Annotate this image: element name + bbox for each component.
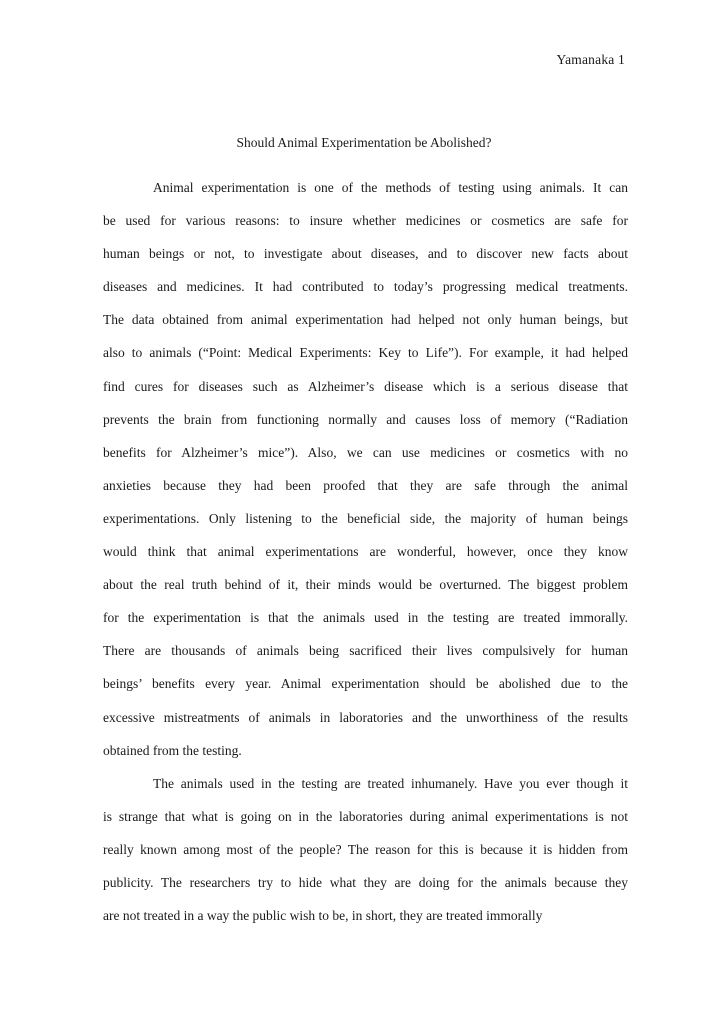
essay-title: Should Animal Experimentation be Abolished? bbox=[236, 135, 492, 150]
paragraph bbox=[103, 178, 628, 774]
text-line: beings’ benefits every year. Animal experimentation should be abolished due to the bbox=[103, 676, 628, 692]
text-line: about the real truth behind of it, their minds would be overturned. The biggest problem bbox=[103, 577, 628, 593]
text-line: There are thousands of animals being sacrificed their lives compulsively for human bbox=[103, 643, 628, 659]
text-line: The animals used in the testing are treated inhumanely. Have you ever though it bbox=[153, 775, 628, 791]
running-header: Yamanaka 1 bbox=[556, 52, 625, 67]
essay-body bbox=[103, 178, 628, 939]
text-line: The data obtained from animal experimentation had helped not only human beings, but bbox=[103, 312, 628, 328]
text-line: really known among most of the people? The reason for this is because it is hidden from bbox=[103, 841, 628, 857]
text-line: anxieties because they had been proofed that they are safe through the animal bbox=[103, 477, 628, 493]
text-line: also to animals (“Point: Medical Experiments: Key to Life”). For example, it had helped bbox=[103, 345, 628, 361]
text-line: would think that animal experimentations are wonderful, however, once they know bbox=[103, 544, 628, 560]
paragraph bbox=[103, 774, 628, 939]
text-line: benefits for Alzheimer’s mice”). Also, we can use medicines or cosmetics with no bbox=[103, 444, 628, 460]
text-line: for the experimentation is that the animals used in the testing are treated immorally. bbox=[103, 610, 628, 626]
text-line: diseases and medicines. It had contributed to today’s progressing medical treatments. bbox=[103, 279, 628, 295]
text-line: be used for various reasons: to insure whether medicines or cosmetics are safe for bbox=[103, 213, 628, 229]
text-line: is strange that what is going on in the laboratories during animal experimentations is not bbox=[103, 808, 628, 824]
text-line: publicity. The researchers try to hide what they are doing for the animals because they bbox=[103, 874, 628, 890]
text-line: human beings or not, to investigate about diseases, and to discover new facts about bbox=[103, 246, 628, 262]
text-line: Animal experimentation is one of the methods of testing using animals. It can bbox=[153, 180, 628, 195]
text-line: prevents the brain from functioning normally and causes loss of memory (“Radiation bbox=[103, 411, 628, 427]
text-line: excessive mistreatments of animals in laboratories and the unworthiness of the results bbox=[103, 709, 628, 725]
text-line: experimentations. Only listening to the beneficial side, the majority of human beings bbox=[103, 510, 628, 526]
text-line: obtained from the testing. bbox=[103, 742, 242, 758]
text-line: find cures for diseases such as Alzheimer’s disease which is a serious disease that bbox=[103, 378, 628, 394]
text-line: are not treated in a way the public wish to be, in short, they are treated immorally bbox=[103, 908, 543, 924]
